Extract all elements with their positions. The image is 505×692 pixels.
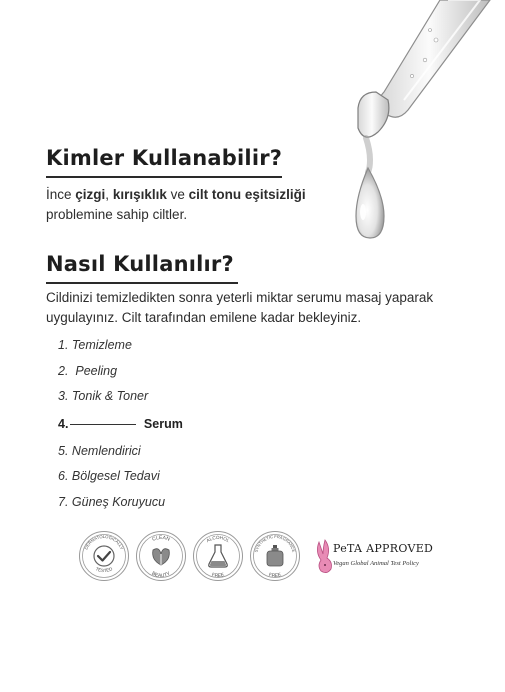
svg-text:BEAUTY [151,570,173,579]
badge-text-bottom: FREE [210,571,226,580]
step-label: Peeling [75,364,118,378]
clean-beauty-badge [135,530,187,582]
alcohol-free-badge [192,530,244,582]
text-fragment: , [105,187,113,202]
text-fragment: ve [166,187,189,202]
bunny-icon [313,536,335,576]
step-number: 3. [58,389,69,403]
step-label: Temizleme [71,338,132,352]
step-label: Nemlendirici [71,444,141,458]
svg-text:FREE [268,572,283,579]
badge-text-bottom: FREE [267,571,283,580]
leaf-icon [153,549,170,565]
checkmark-icon [94,546,114,566]
section-title-how: Nasıl Kullanılır? [46,252,234,276]
badge-text-bottom: TESTED [94,566,114,574]
peta-approved-logo [313,536,438,576]
step-item [58,389,148,403]
usage-paragraph: Cildinizi temizledikten sonra yeterli miktar serumu masaj yaparak uygulayınız. Cilt tarafından emilene kadar bekleyiniz. [46,290,434,325]
step-number: 1. [58,338,69,352]
step-label: Bölgesel Tedavi [71,469,160,483]
perfume-bottle-icon [267,545,283,566]
flask-icon [209,545,228,567]
badge-text-top: SYNTHETIC FRAGRANCE [253,533,297,553]
step-number: 7. [58,495,69,509]
step-item-serum [58,417,183,431]
step-number: 6. [58,469,69,483]
step-label: Serum [143,417,183,431]
step-label: Güneş Koruyucu [71,495,166,509]
section-title-who: Kimler Kullanabilir? [46,146,283,170]
step-number: 4. [58,417,69,431]
svg-text:TESTED [95,566,114,573]
target-skin-paragraph [46,185,346,225]
keyword-tone: cilt tonu eşitsizliği [188,187,306,202]
step-item [58,338,132,352]
step-item [58,444,141,458]
badge-text-top: DERMATOLOGICALLY [83,533,125,551]
badge-text-bottom: BEAUTY [150,570,172,580]
peta-subtitle: Vegan Global Animal Test Policy [333,560,419,567]
keyword-lines: çizgi [75,187,106,202]
peta-title: PeTA APPROVED [333,542,434,555]
badge-text-top: ALCOHOL [205,534,231,544]
step-item [58,364,117,378]
text-fragment: İnce [46,187,76,202]
step-item [58,495,165,509]
svg-text:FREE [211,572,226,579]
title-underline [46,282,238,284]
certification-badges [78,530,438,585]
svg-text:CLEAN [151,535,171,543]
title-underline [46,176,282,178]
fragrance-free-badge [249,530,301,582]
dropper-icon [330,0,505,250]
badge-text-top: CLEAN [151,534,171,543]
step-number: 5. [58,444,69,458]
step-item [58,469,160,483]
step-number: 2. [58,364,69,378]
keyword-wrinkles: kırışıklık [112,187,167,202]
serum-line [70,424,136,425]
text-fragment: problemine sahip ciltler. [46,207,188,222]
dermatologically-tested-badge [78,530,130,582]
step-label: Tonik & Toner [71,389,149,403]
